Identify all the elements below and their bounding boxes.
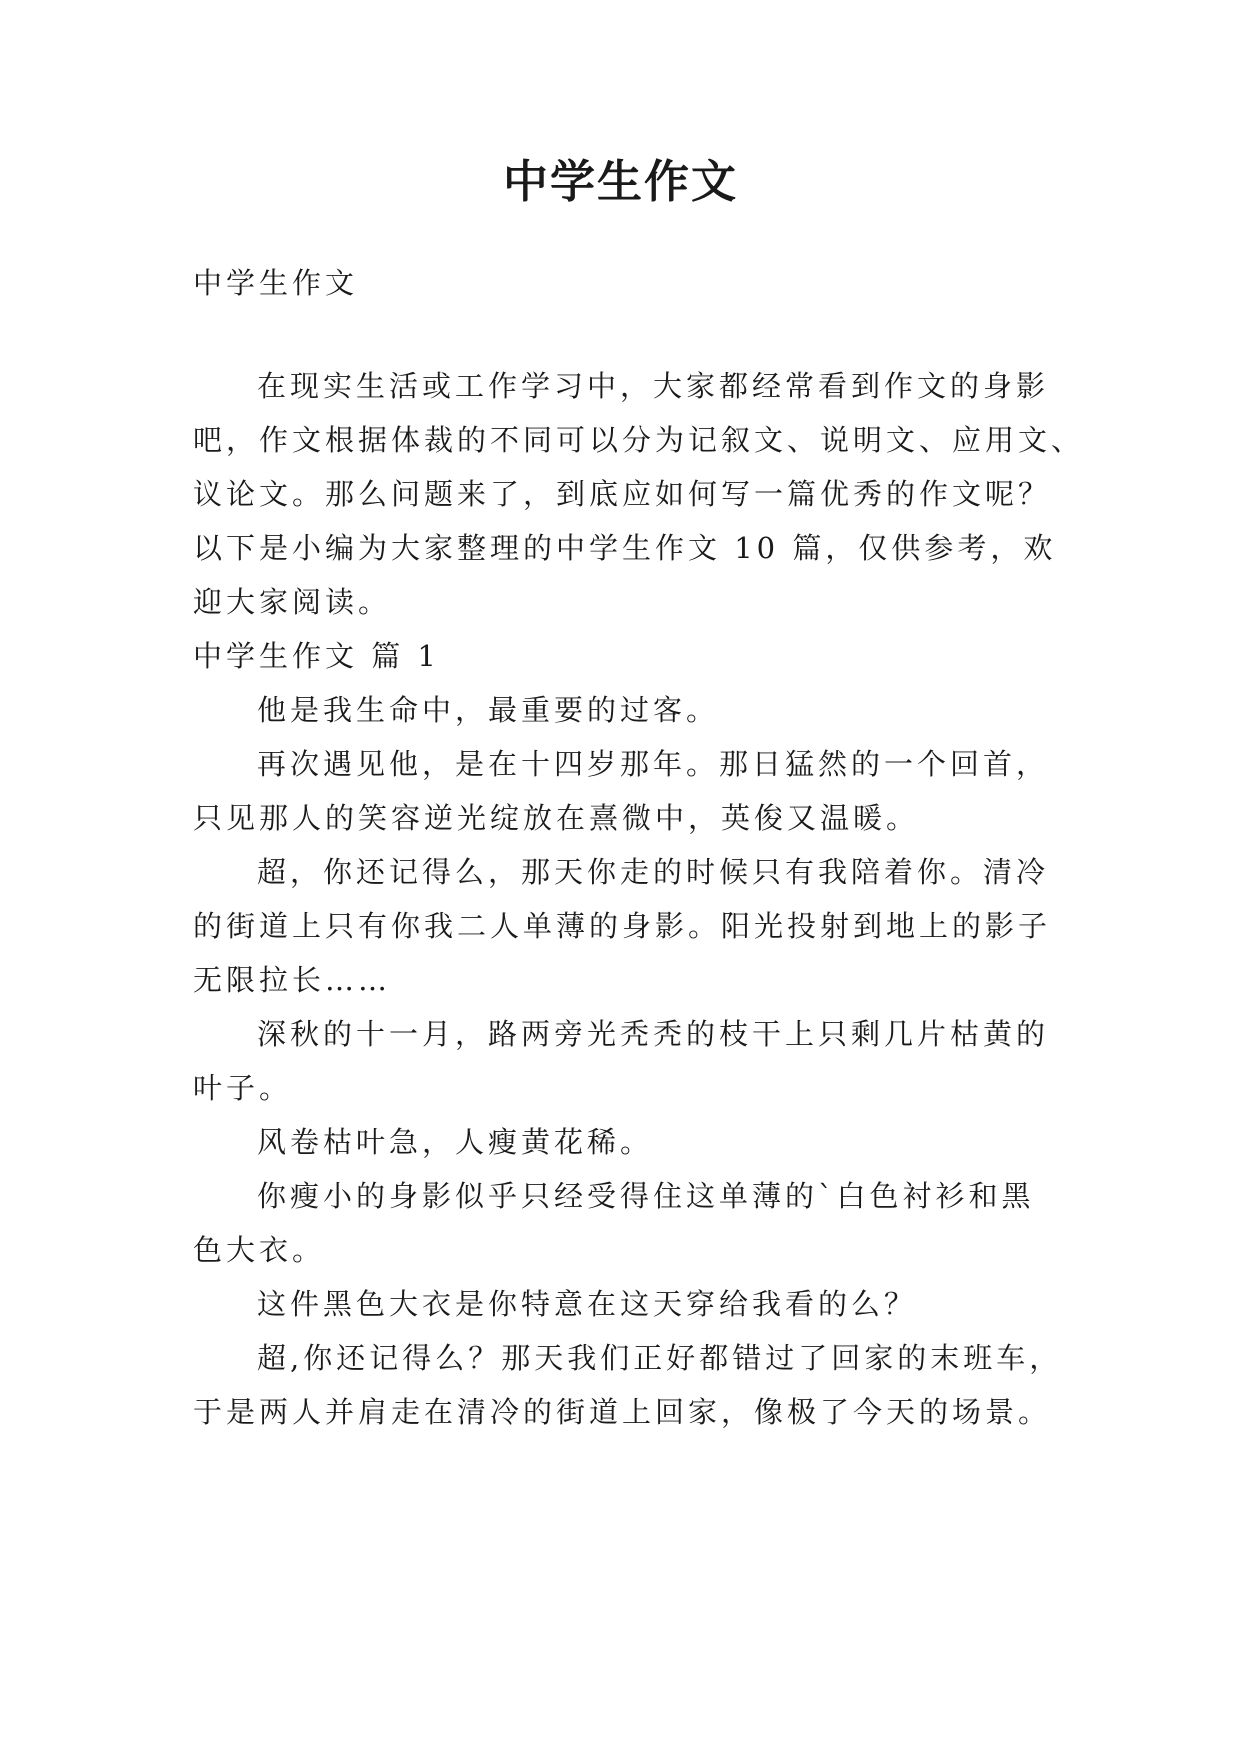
essay-line: 色大衣。 xyxy=(193,1233,326,1267)
essay-line: 的街道上只有你我二人单薄的身影。阳光投射到地上的影子 xyxy=(193,909,1052,943)
essay-body xyxy=(193,683,1073,1439)
intro-line: 议论文。那么问题来了，到底应如何写一篇优秀的作文呢？ xyxy=(193,477,1052,511)
essay-line: 于是两人并肩走在清冷的街道上回家，像极了今天的场景。 xyxy=(193,1395,1052,1429)
essay-line: 无限拉长…… xyxy=(193,963,392,997)
essay-line: 你瘦小的身影似乎只经受得住这单薄的`白色衬衫和黑 xyxy=(257,1179,1035,1213)
essay-line: 超,你还记得么？那天我们正好都错过了回家的末班车， xyxy=(257,1341,1063,1375)
essay-line: 叶子。 xyxy=(193,1071,293,1105)
essay-line: 只见那人的笑容逆光绽放在熹微中，英俊又温暖。 xyxy=(193,801,920,835)
essay-line: 他是我生命中，最重要的过客。 xyxy=(257,693,720,727)
intro-line: 在现实生活或工作学习中，大家都经常看到作文的身影 xyxy=(257,369,1050,403)
intro-paragraph xyxy=(193,359,1085,629)
essay-line: 超，你还记得么，那天你走的时候只有我陪着你。清冷 xyxy=(257,855,1050,889)
essay-line: 再次遇见他，是在十四岁那年。那日猛然的一个回首， xyxy=(257,747,1050,781)
essay-line: 深秋的十一月，路两旁光秃秃的枝干上只剩几片枯黄的 xyxy=(257,1017,1050,1051)
document-subtitle: 中学生作文 xyxy=(193,266,359,300)
intro-line: 迎大家阅读。 xyxy=(193,585,392,619)
section-heading: 中学生作文 篇 1 xyxy=(193,639,440,673)
essay-line: 风卷枯叶急，人瘦黄花稀。 xyxy=(257,1125,654,1159)
essay-line: 这件黑色大衣是你特意在这天穿给我看的么？ xyxy=(257,1287,918,1321)
intro-line: 吧，作文根据体裁的不同可以分为记叙文、说明文、应用文、 xyxy=(193,423,1085,457)
document-title: 中学生作文 xyxy=(502,155,738,208)
intro-line: 以下是小编为大家整理的中学生作文 10 篇，仅供参考，欢 xyxy=(193,531,1057,565)
